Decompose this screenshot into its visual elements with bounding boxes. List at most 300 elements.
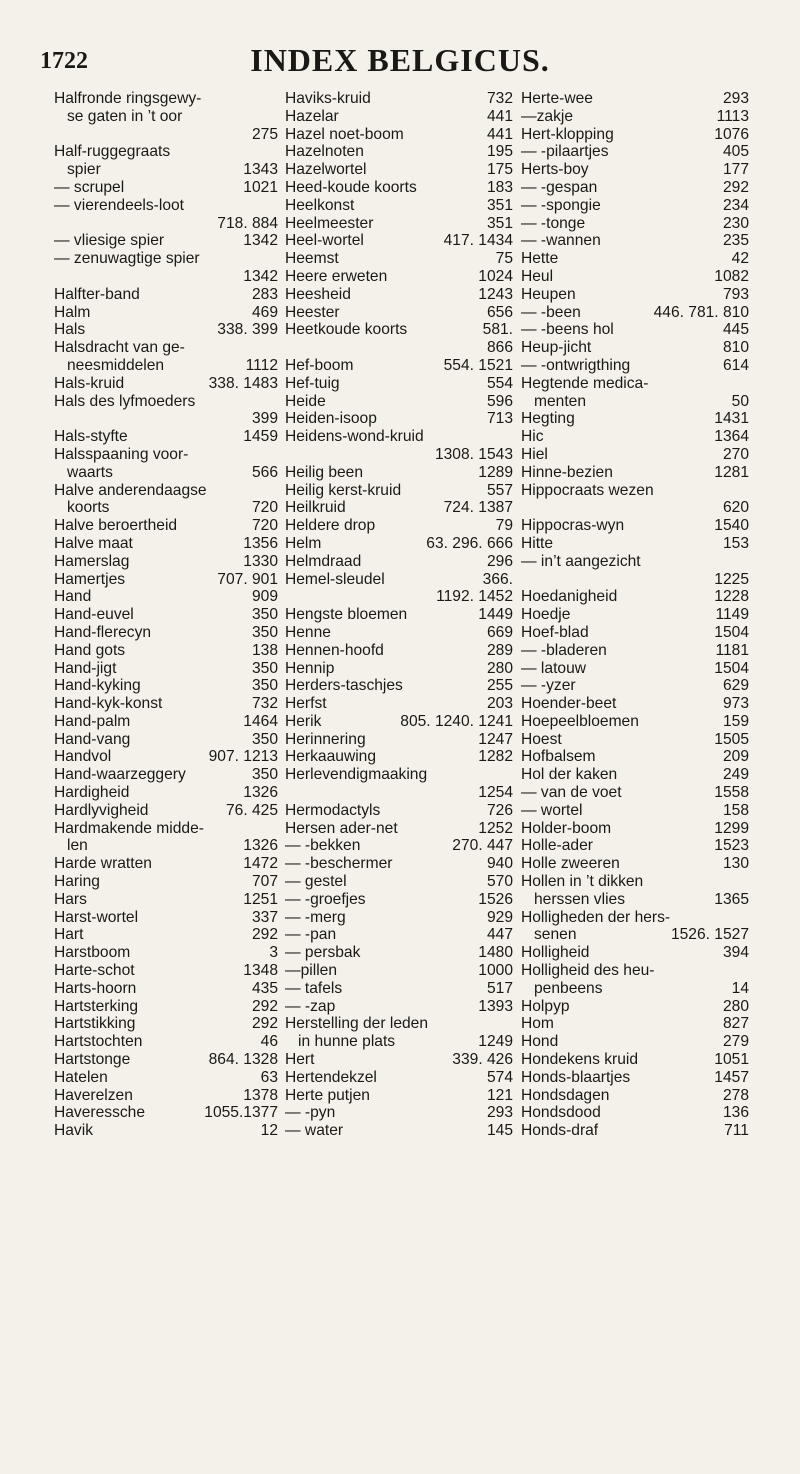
index-entry-line [54, 660, 278, 678]
entry-term: Hand-palm [54, 712, 131, 730]
entry-term: Hertendekzel [285, 1068, 377, 1086]
index-entry-line [285, 179, 513, 197]
entry-term: menten [534, 392, 587, 410]
entry-page-ref: 283 [251, 285, 278, 303]
index-entry-line [285, 375, 513, 393]
index-entry [285, 393, 513, 411]
index-entry [521, 215, 749, 233]
index-entry [54, 90, 278, 143]
entry-page-ref: 292 [251, 1015, 278, 1033]
index-entry [285, 802, 513, 820]
index-entry-line [521, 286, 749, 304]
entry-term: Hand-waarzeggery [54, 766, 186, 784]
entry-term: Hardmakende midde- [54, 819, 204, 837]
entry-term: — -bladeren [521, 641, 607, 659]
index-entry [521, 642, 749, 660]
index-entry-line [54, 820, 278, 838]
index-entry [521, 1069, 749, 1087]
entry-page-ref: 669 [486, 623, 513, 641]
index-entry [521, 677, 749, 695]
index-entry-line [54, 1015, 278, 1033]
index-entry [54, 944, 278, 962]
index-entry-line [521, 553, 749, 571]
entry-page-ref: 1504 [714, 659, 749, 677]
index-entry-line [285, 571, 513, 589]
entry-term: — vierendeels-loot [54, 196, 185, 214]
index-entry [54, 926, 278, 944]
index-entry [285, 286, 513, 304]
entry-page-ref: 158 [722, 801, 749, 819]
entry-page-ref: 1308. 1543 [434, 445, 513, 463]
index-entry-line [285, 624, 513, 642]
index-entry [54, 393, 278, 429]
entry-term: Heldere drop [285, 517, 376, 535]
entry-term: Hitte [521, 534, 554, 552]
index-entry [521, 321, 749, 339]
index-entry-line [285, 143, 513, 161]
entry-term: Hermodactyls [285, 801, 381, 819]
entry-page-ref: 159 [722, 712, 749, 730]
index-entry-line [54, 161, 278, 179]
index-entry [521, 143, 749, 161]
entry-term: Hom [521, 1015, 554, 1033]
index-entry-line [521, 143, 749, 161]
entry-term: Holligheid [521, 944, 590, 962]
index-entry-line [285, 357, 513, 375]
entry-page-ref: 1431 [714, 410, 749, 428]
index-entry-line [54, 357, 278, 375]
entry-term: Hef-boom [285, 356, 354, 374]
entry-term: Hazelwortel [285, 161, 367, 179]
entry-term: — -gespan [521, 178, 598, 196]
entry-page-ref: 441 [486, 107, 513, 125]
index-entry-line [521, 482, 749, 500]
index-entry [521, 1033, 749, 1051]
index-entry [285, 820, 513, 838]
entry-term: Havik [54, 1122, 93, 1140]
entry-term: Harst-wortel [54, 908, 139, 926]
index-entry [54, 748, 278, 766]
index-entry-line [54, 944, 278, 962]
index-entry-line [54, 642, 278, 660]
entry-term: Herders-taschjes [285, 677, 403, 695]
entry-term: Heelkonst [285, 196, 355, 214]
index-entry-line [285, 802, 513, 820]
entry-page-ref: 1225 [714, 570, 749, 588]
index-entry-line [54, 1033, 278, 1051]
index-entry-line [54, 90, 278, 108]
index-entry-line [285, 820, 513, 838]
entry-term: Heester [285, 303, 340, 321]
entry-page-ref: 63 [260, 1068, 278, 1086]
entry-page-ref: 79 [495, 517, 513, 535]
index-entry-line [54, 1051, 278, 1069]
index-entry [521, 482, 749, 518]
index-entry [54, 232, 278, 250]
entry-page-ref: 351 [486, 196, 513, 214]
entry-term: Hemel-sleudel [285, 570, 385, 588]
entry-term: Hippocraats wezen [521, 481, 654, 499]
index-entry-line [521, 321, 749, 339]
index-entry [54, 606, 278, 624]
entry-page-ref: 270 [722, 445, 749, 463]
index-entry-line [285, 1033, 513, 1051]
index-entry-line [521, 393, 749, 411]
index-entry [521, 695, 749, 713]
index-entry [285, 855, 513, 873]
index-entry-line [521, 713, 749, 731]
entry-page-ref: 1330 [243, 552, 278, 570]
entry-page-ref: 195 [486, 143, 513, 161]
entry-term: Hartstonge [54, 1051, 131, 1069]
entry-page-ref: 656 [486, 303, 513, 321]
entry-page-ref: 350 [251, 606, 278, 624]
entry-page-ref: 145 [486, 1122, 513, 1140]
entry-term: Hoender-beet [521, 695, 617, 713]
index-entry-line [54, 891, 278, 909]
entry-term: waarts [67, 463, 113, 481]
entry-page-ref: 1459 [243, 428, 278, 446]
entry-term: — -beschermer [285, 855, 393, 873]
index-entry-line [285, 339, 513, 357]
index-entry [54, 179, 278, 197]
entry-term: — -merg [285, 908, 346, 926]
entry-term: Holle-ader [521, 837, 593, 855]
entry-term: — latouw [521, 659, 587, 677]
entry-term: Hartstikking [54, 1015, 136, 1033]
entry-page-ref: 614 [722, 356, 749, 374]
entry-page-ref: 63. 296. 666 [426, 534, 513, 552]
entry-term: Halsdracht van ge- [54, 339, 185, 357]
entry-page-ref: 1464 [243, 712, 278, 730]
index-entry [285, 535, 513, 553]
index-entry [285, 837, 513, 855]
index-entry [521, 304, 749, 322]
entry-page-ref: 1342 [243, 267, 278, 285]
entry-term: Hennip [285, 659, 335, 677]
entry-term: Hollen in ’t dikken [521, 873, 644, 891]
entry-term: Hoedje [521, 606, 571, 624]
index-entry [54, 1015, 278, 1033]
index-entry-line [54, 1122, 278, 1140]
index-entry-line [521, 660, 749, 678]
entry-page-ref: 1249 [478, 1033, 513, 1051]
entry-term: Harte-schot [54, 962, 135, 980]
entry-term: Hoef-blad [521, 623, 589, 641]
index-entry-line [285, 588, 513, 606]
index-entry-line [285, 784, 513, 802]
entry-term: — -zap [285, 997, 336, 1015]
entry-term: Hert [285, 1051, 315, 1069]
entry-page-ref: 289 [486, 641, 513, 659]
index-entry-line [521, 215, 749, 233]
index-entry-line [285, 215, 513, 233]
index-entry-line [54, 748, 278, 766]
entry-term: Halm [54, 303, 91, 321]
entry-page-ref: 1024 [478, 267, 513, 285]
entry-page-ref: 394 [722, 944, 749, 962]
index-entry-line [54, 215, 278, 233]
index-entry-line [285, 410, 513, 428]
entry-term: — -pyn [285, 1104, 336, 1122]
entry-term: Henne [285, 623, 331, 641]
entry-page-ref: 153 [722, 534, 749, 552]
entry-term: — van de voet [521, 784, 622, 802]
index-entry [521, 784, 749, 802]
index-entry [285, 660, 513, 678]
entry-page-ref: 1326 [243, 837, 278, 855]
index-entry-line [54, 731, 278, 749]
index-entry-line [285, 286, 513, 304]
entry-page-ref: 827 [722, 1015, 749, 1033]
index-entry-line [54, 304, 278, 322]
entry-term: — -tonge [521, 214, 586, 232]
index-entry-line [285, 713, 513, 731]
entry-term: Hardigheid [54, 784, 130, 802]
entry-term: Hazel noet-boom [285, 125, 404, 143]
index-entry [521, 90, 749, 108]
entry-term: Hoepeelbloemen [521, 712, 639, 730]
entry-term: Hartstochten [54, 1033, 143, 1051]
index-entry-line [285, 748, 513, 766]
entry-term: Hic [521, 428, 544, 446]
index-entry [54, 766, 278, 784]
index-entry-line [54, 802, 278, 820]
entry-term: — -wannen [521, 232, 601, 250]
index-entry-line [285, 909, 513, 927]
index-entry-line [54, 553, 278, 571]
index-entry [285, 321, 513, 357]
entry-page-ref: 732 [486, 90, 513, 107]
entry-term: — in’t aangezicht [521, 552, 641, 570]
entry-page-ref: 1505 [714, 730, 749, 748]
entry-page-ref: 350 [251, 659, 278, 677]
index-entry-line [54, 517, 278, 535]
entry-term: Hartsterking [54, 997, 139, 1015]
index-entry [285, 606, 513, 624]
index-entry-line [521, 944, 749, 962]
index-entry-line [521, 161, 749, 179]
entry-term: Honds-blaartjes [521, 1068, 631, 1086]
index-entry [521, 268, 749, 286]
index-entry-line [285, 90, 513, 108]
index-entry-line [54, 1069, 278, 1087]
entry-page-ref: 46 [260, 1033, 278, 1051]
entry-term: Hippocras-wyn [521, 517, 625, 535]
entry-term: Hand-euvel [54, 606, 134, 624]
entry-term: Hals [54, 321, 86, 339]
entry-page-ref: 554. 1521 [443, 356, 513, 374]
index-entry [521, 179, 749, 197]
index-entry-line [285, 837, 513, 855]
index-entry-line [285, 553, 513, 571]
index-entry-line [285, 642, 513, 660]
entry-page-ref: 177 [722, 161, 749, 179]
entry-term: Herkaauwing [285, 748, 377, 766]
entry-term: Halfter-band [54, 285, 140, 303]
index-entry-line [54, 606, 278, 624]
entry-term: Heupen [521, 285, 576, 303]
entry-page-ref: 351 [486, 214, 513, 232]
index-entry [521, 357, 749, 375]
entry-page-ref: 339. 426 [452, 1051, 513, 1069]
index-entry-line [285, 126, 513, 144]
index-entry-line [54, 962, 278, 980]
index-entry-line [521, 375, 749, 393]
entry-page-ref: 136 [722, 1104, 749, 1122]
index-entry [285, 1015, 513, 1051]
index-entry [285, 998, 513, 1016]
entry-page-ref: 909 [251, 588, 278, 606]
entry-term: — persbak [285, 944, 361, 962]
index-entry [285, 232, 513, 250]
entry-term: — -spongie [521, 196, 601, 214]
index-entry [285, 553, 513, 571]
entry-page-ref: 517 [486, 979, 513, 997]
entry-term: Heilkruid [285, 499, 346, 517]
index-entry [285, 304, 513, 322]
index-column-1 [54, 90, 278, 1140]
index-entry-line [285, 428, 513, 446]
entry-page-ref: 50 [731, 392, 749, 410]
index-entry [285, 873, 513, 891]
index-entry-line [285, 268, 513, 286]
index-entry [54, 695, 278, 713]
entry-page-ref: 1526. 1527 [670, 926, 749, 944]
entry-term: — -pan [285, 926, 337, 944]
entry-term: Herik [285, 712, 322, 730]
entry-term: — -bekken [285, 837, 361, 855]
entry-page-ref: 620 [722, 499, 749, 517]
index-entry [285, 642, 513, 660]
entry-page-ref: 76. 425 [225, 801, 278, 819]
entry-page-ref: 1299 [714, 819, 749, 837]
entry-page-ref: 732 [251, 695, 278, 713]
index-entry-line [285, 998, 513, 1016]
entry-term: Herinnering [285, 730, 366, 748]
index-entry [54, 535, 278, 553]
index-entry [521, 748, 749, 766]
entry-page-ref: 929 [486, 908, 513, 926]
entry-page-ref: 1051 [714, 1051, 749, 1069]
entry-term: — -groefjes [285, 890, 366, 908]
entry-page-ref: 1526 [478, 890, 513, 908]
entry-term: Harstboom [54, 944, 131, 962]
index-entry-line [521, 268, 749, 286]
index-entry-line [521, 731, 749, 749]
entry-term: Haviks-kruid [285, 90, 371, 107]
page-number: 1722 [40, 48, 88, 74]
index-entry-line [285, 731, 513, 749]
entry-term: Hatelen [54, 1068, 108, 1086]
index-entry-line [285, 873, 513, 891]
entry-page-ref: 1558 [714, 784, 749, 802]
entry-page-ref: 810 [722, 339, 749, 357]
entry-term: Halfronde ringsgewy- [54, 90, 202, 107]
index-entry [521, 108, 749, 126]
index-entry-line [54, 1104, 278, 1122]
entry-page-ref: 1228 [714, 588, 749, 606]
index-entry [54, 286, 278, 304]
entry-page-ref: 292 [722, 178, 749, 196]
index-entry-line [285, 1104, 513, 1122]
entry-page-ref: 1540 [714, 517, 749, 535]
entry-term: Heide [285, 392, 326, 410]
entry-page-ref: 557 [486, 481, 513, 499]
entry-term: — -beens hol [521, 321, 614, 339]
entry-term: Half-ruggegraats [54, 143, 171, 161]
index-entry-line [521, 766, 749, 784]
index-column-3 [521, 90, 749, 1140]
index-entry-line [521, 980, 749, 998]
entry-page-ref: 350 [251, 623, 278, 641]
entry-page-ref: 1348 [243, 962, 278, 980]
index-entry [285, 126, 513, 144]
index-entry [285, 891, 513, 909]
entry-page-ref: 280 [722, 997, 749, 1015]
index-entry-line [54, 393, 278, 411]
entry-term: Hondsdagen [521, 1086, 610, 1104]
entry-term: Handvol [54, 748, 112, 766]
entry-term: Hand-flerecyn [54, 623, 152, 641]
entry-term: Heelmeester [285, 214, 374, 232]
entry-term: Heetkoude koorts [285, 321, 408, 339]
index-entry-line [285, 695, 513, 713]
index-entry [521, 535, 749, 553]
index-entry [521, 962, 749, 998]
index-entry-line [521, 748, 749, 766]
entry-page-ref: 234 [722, 196, 749, 214]
index-entry [521, 410, 749, 428]
index-entry [54, 677, 278, 695]
entry-term: in hunne plats [298, 1033, 396, 1051]
entry-page-ref: 1289 [478, 463, 513, 481]
index-entry [285, 357, 513, 375]
entry-page-ref: 1343 [243, 161, 278, 179]
entry-page-ref: 711 [724, 1122, 749, 1140]
entry-term: —zakje [521, 107, 573, 125]
index-entry-line [521, 410, 749, 428]
entry-term: senen [534, 926, 577, 944]
index-entry-line [521, 464, 749, 482]
index-entry-line [521, 179, 749, 197]
index-entry [521, 820, 749, 838]
index-entry [285, 1104, 513, 1122]
entry-page-ref: 296 [486, 552, 513, 570]
entry-page-ref: 75 [495, 250, 513, 268]
index-entry [285, 179, 513, 197]
entry-term: Hofbalsem [521, 748, 596, 766]
entry-page-ref: 1254 [478, 784, 513, 802]
entry-page-ref: 279 [722, 1033, 749, 1051]
index-entry-line [285, 606, 513, 624]
index-entry [285, 1122, 513, 1140]
entry-page-ref: 275 [251, 125, 278, 143]
index-entry [54, 553, 278, 571]
entry-term: koorts [67, 499, 110, 517]
index-entry [521, 232, 749, 250]
index-entry [54, 784, 278, 802]
index-entry [521, 339, 749, 357]
index-entry-line [285, 1069, 513, 1087]
index-entry-line [521, 695, 749, 713]
index-entry-line [521, 446, 749, 464]
index-entry [54, 891, 278, 909]
entry-page-ref: 417. 1434 [443, 232, 513, 250]
entry-page-ref: 203 [486, 695, 513, 713]
entry-term: spier [67, 161, 101, 179]
entry-term: Hals-kruid [54, 374, 125, 392]
